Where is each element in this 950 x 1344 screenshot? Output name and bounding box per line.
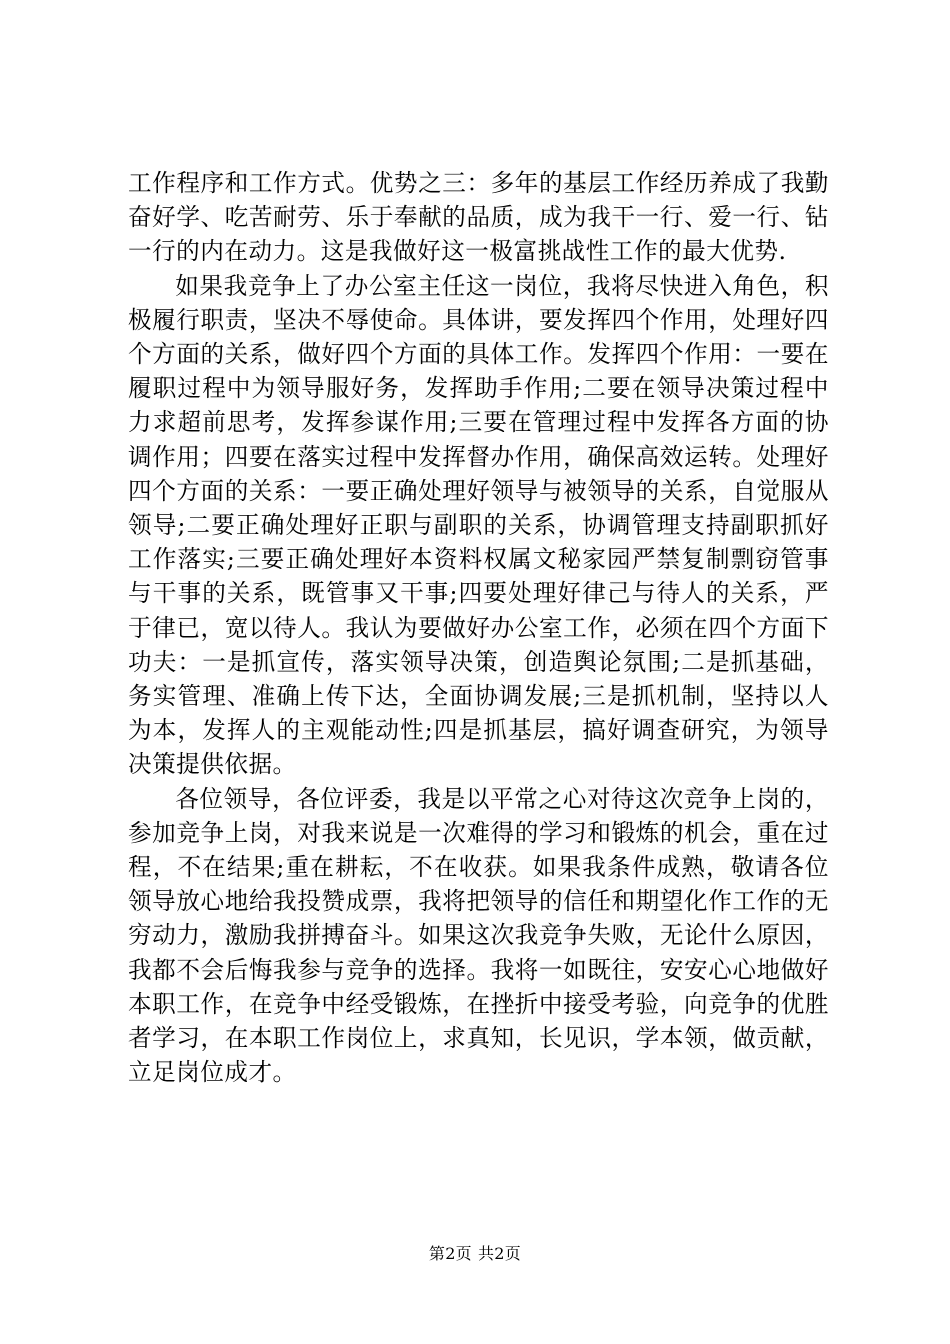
paragraph-3: 各位领导，各位评委，我是以平常之心对待这次竞争上岗的，参加竞争上岗，对我来说是一次难得的学习和锻炼的机会，重在过程，不在结果;重在耕耘，不在收获。如果我条件成熟，敬请各位领导放心地给我投赞成票，我将把领导的信任和期望化作工作的无穷动力，激励我拼搏奋斗。如果这次我竞争失败，无论什么原因，我都不会后悔我参与竞争的选择。我将一如既往，安安心心地做好本职工作，在竞争中经受锻炼，在挫折中接受考验，向竞争的优胜者学习，在本职工作岗位上，求真知，长见识，学本领，做贡献，立足岗位成才。 — [128, 784, 829, 1087]
page-total: 共2页 — [478, 1244, 522, 1263]
paragraph-1: 工作程序和工作方式。优势之三：多年的基层工作经历养成了我勤奋好学、吃苦耐劳、乐于奉献的品质，成为我干一行、爱一行、钻一行的内在动力。这是我做好这一极富挑战性工作的最大优势. — [128, 169, 829, 266]
page-footer — [0, 1243, 950, 1265]
paragraph-2: 如果我竞争上了办公室主任这一岗位，我将尽快进入角色，积极履行职责，坚决不辱使命。具体讲，要发挥四个作用，处理好四个方面的关系，做好四个方面的具体工作。发挥四个作用：一要在履职过程中为领导服好务，发挥助手作用;二要在领导决策过程中力求超前思考，发挥参谋作用;三要在管理过程中发挥各方面的协调作用；四要在落实过程中发挥督办作用，确保高效运转。处理好四个方面的关系：一要正确处理好领导与被领导的关系，自觉服从领导;二要正确处理好正职与副职的关系，协调管理支持副职抓好工作落实;三要正确处理好本资料权属文秘家园严禁复制剽窃管事与干事的关系，既管事又干事;四要处理好律己与待人的关系，严于律已，宽以待人。我认为要做好办公室工作，必须在四个方面下功夫：一是抓宣传，落实领导决策，创造舆论氛围;二是抓基础，务实管理、准确上传下达，全面协调发展;三是抓机制，坚持以人为本，发挥人的主观能动性;四是抓基层，搞好调查研究，为领导决策提供依据。 — [128, 271, 829, 779]
page-number: 第2页 — [428, 1244, 472, 1263]
document-body — [128, 166, 829, 1089]
